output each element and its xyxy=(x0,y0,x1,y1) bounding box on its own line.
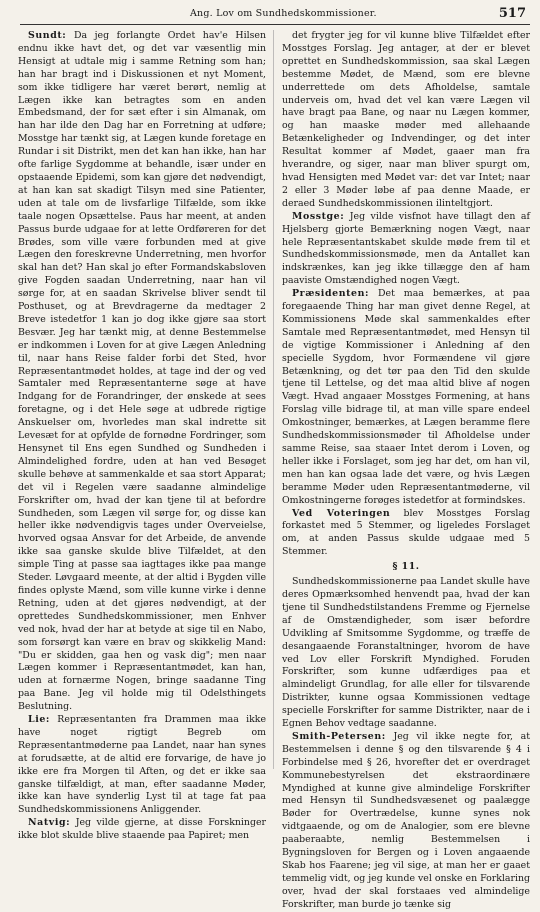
speaker-name: Smith-Petersen: xyxy=(292,730,386,742)
paragraph-text: Jeg vil ikke negte for, at Bestemmelsen i denne § og den tilsvarende § 4 i Forbindelse med § 26, hvorefter det er overdraget Kommunebestyrelsen det ekstraordinære Myndighed at kunne give almindelige Forskrifter med Hensyn til Sundhedsvæsenet og paalægge Bøder for Overtrædelse, kunne synes nok vidtgaaende, og om de Analogier, som ere blevne paaberaabte, nemlig Bestemmelsen i Bygningsloven for Bergen og i Loven angaaende Skab hos Faarene; jeg vil sige, at man her er gaaet temmelig vidt, og jeg kunde vel onske en Forklaring over, hvad der skal forstaaes ved almindelige Forskrifter, man burde jo tænke sig xyxy=(282,730,531,910)
paragraph-text: Jeg vilde visfnot have tillagt den af Hjelsberg gjorte Bemærkning nogen Vægt, naar hele Repræsentantskabet skulde møde frem til et Sundhedskommissionsmøde, men da Antallet kan indskrænkes, kan jeg ikke tillægge den af ham paaviste Omstændighed nogen Vægt. xyxy=(282,210,530,287)
paragraph-text: Sundhedskommissionerne paa Landet skulle have deres Opmærksomhed henvendt paa, hvad der kan tjene til Sundhedstilstandens Fremme og Fjernelse af de Omstændigheder, som især befordre Udvikling af Smitsomme Sygdomme, og træffe de desangaaende Foranstaltninger, hvorom de have ved Lov eller Forskrift Myndighed. Foruden Forskrifter, som kunne udfærdiges paa et almindeligt Grundlag, for alle eller for tilsvarende Distrikter, kunne ogsaa Kommissionen vedtage specielle Forskrifter for samme Distrikter, naar de i Egnen Behov vedtage saadanne. xyxy=(282,576,530,730)
paragraph xyxy=(282,508,530,560)
section-heading: § 11. xyxy=(392,561,420,573)
speaker-name: Natvig: xyxy=(28,817,71,829)
speaker-name: Mosstge: xyxy=(292,210,345,222)
paragraph xyxy=(18,30,266,714)
paragraph xyxy=(282,288,530,507)
speaker-name: Ved Voteringen xyxy=(292,507,391,519)
paragraph xyxy=(282,731,530,912)
header-rule xyxy=(20,24,530,25)
paragraph-text: det frygter jeg for vil kunne blive Tilfældet efter Mosstges Forslag. Jeg antager, at der er blevet oprettet en Sundhedskommission, saa skal Lægen bestemme Mødet, de Mænd, som ere blevne underrettede om dets Afholdelse, samtale underveis om, hvad det vel kan være Lægen vil have bragt paa Bane, og naar nu Lægen kommer, og han maaske møder med allehaande Betænkeligheder og Indvendinger, og det inter Resultat kommer af Mødet, gaaer man fra hverandre, og siger, naar man bliver spurgt om, hvad Hensigten med Mødet var: det var Intet; naar 2 eller 3 Møder løbe af paa denne Maade, er deraed Sundhedskommissionen ilinteltgjort. xyxy=(282,30,530,209)
speaker-name: Lie: xyxy=(28,714,50,726)
paragraph-text: blev Mosstges Forslag forkastet med 5 Stemmer, og ligeledes Forslaget om, at anden Passus skulde udgaae med 5 Stemmer. xyxy=(282,507,530,558)
right-column xyxy=(282,30,531,910)
page-header xyxy=(0,6,540,26)
paragraph-text: Repræsentanten fra Drammen maa ikke have noget rigtigt Begreb om Repræsentantmøderne paa Landet, naar han synes at forudsætte, at de altid ere forvarige, de have jo ikke ere fra Morgen til Aften, og det er ikke saa ganske tilfældigt, at man, efter saadanne Møder, ikke kan have synderlig Lyst til at tage fat paa Sundhedskommissionens Anliggender. xyxy=(18,714,267,816)
speaker-name: Præsidenten: xyxy=(292,288,370,300)
paragraph xyxy=(18,817,266,843)
paragraph xyxy=(18,714,266,817)
speaker-name: Sundt: xyxy=(28,30,67,41)
running-title: Ang. Lov om Sundhedskommissioner. xyxy=(190,8,377,19)
column-divider xyxy=(273,30,274,769)
paragraph xyxy=(282,211,530,288)
paragraph-text: Da jeg forlangte Ordet hav'e Hilsen endnu ikke havt det, og det var væsentlig min Hensigt at udtale mig i samme Retning som han; han har bragt ind i Diskussionen et nyt Moment, som ikke tidligere har været berørt, nemlig at Lægen ikke kan betragtes som en anden Embedsmand, der for sæt efter i sin Almanak, om han har ilde den Dag har en Forretning at udføre; Mosstge har tænkt sig, at Lægen kunde foretage en Rundar i sit Distrikt, men det kan han ikke, han har ofte farlige Sygdomme at behandle, især under en opstaaende Epidemi, som kan gjøre det nødvendigt, at han kan sat skadigt Tilsyn med sine Patienter, uden at tale om de livsfarlige Tilfælde, som ikke taale nogen Opsættelse. Paus har meent, at anden Passus burde udgaae for at lette Ordføreren for det Brødes, som ville være forbunden med at give Lægen den foreskrevne Underretning, men hvorfor skal han det? Han skal jo efter Formandskabsloven give Fogden saadan Underretning, naar han vil sørge for, at en saadan Skrivelse bliver sendt til Posthuset, og at Brevdragerne da medtager 2 Breve istedetfor 1 kan jo dog ikke gjøre saa stort Besvær. Jeg har tænkt mig, at denne Bestemmelse er indkommen i Loven for at give Lægen Anledning til, naar hans Reise falder forbi det Sted, hvor Repræsentantmødet holdes, at tage ind der og ved Samtaler med Repræsentanterne søge at have Indgang for de Forandringer, der ønskede at sees foretagne, og i det Hele søge at udbrede rigtige Anskuelser om, hvorledes man skal indrette sit Levesæt for at opfylde de fornødne Fordringer, som Hensynet til Ens egen Sundhed og Sundheden i Almindelighed fordre, uden at han ved Besøget skulle behøve at sammenkalde et saa stort Apparat; det vil i Regelen være saadanne almindelige Forskrifter om, hvad der kan tjene til at befordre Sundheden, som Lægen vil sørge for, og disse kan heller ikke nødvendigvis tages under Overveielse, hvorved ogsaa Ansvar for det Arbeide, de anvende ikke saa ganske skulde blive Tilfældet, at den simple Ting at passe saa iagttages ikke paa mange Steder. Løvgaard meente, at der altid i Bygden ville findes oplyste Mænd, som ville kunne virke i denne Retning, uden at det gjøres nødvendigt, at der oprettedes Sundhedskommissioner, men Enhver ved nok, hvad der har at betyde at sige til en Nabo, som forsørgt kan være en brav og skikkelig Mand: "Du er skidden, gaa hen og vask dig"; men naar Lægen kommer i Repræsentantmødet, kan han, uden at fornærme Nogen, bringe saadanne Ting paa Bane. Jeg vil holde mig til Odelsthingets Beslutning. xyxy=(18,30,266,713)
paragraph-text: Jeg vilde gjerne, at disse Forskninger ikke blot skulde blive staaende paa Papiret; men xyxy=(18,817,266,842)
paragraph xyxy=(282,30,530,211)
paragraph-text: Det maa bemærkes, at paa foregaaende Thing har man givet denne Regel, at Kommissionens Møde skal sammenkaldes efter Samtale med Repræsentantmødet, med Hensyn til de vigtige Kommissioner i Anledning af den specielle Sygdom, hvor Formændene vil gjøre Betænkning, og det tør paa den Tid den skulde tjene til Lettelse, og det maa altid blive af nogen Vægt. Hvad angaaer Mosstges Formening, at hans Forslag ville bidrage til, at man ville spare endeel Omkostninger, bemærkes, at Lægen beramme flere Sundhedskommissionsmøder til Afholdelse under samme Reise, saa staaer Intet derom i Loven, og heller ikke i Forslaget, som jeg har det, om han vil, men han kan ogsaa lade det være, og hvis Lægen beramme Møder uden Repræsentantmøderne, vil Omkostningerne forøges istedetfor at formindskes. xyxy=(282,288,530,506)
paragraph xyxy=(282,576,530,731)
page-number: 517 xyxy=(498,6,526,21)
left-column xyxy=(18,30,267,842)
